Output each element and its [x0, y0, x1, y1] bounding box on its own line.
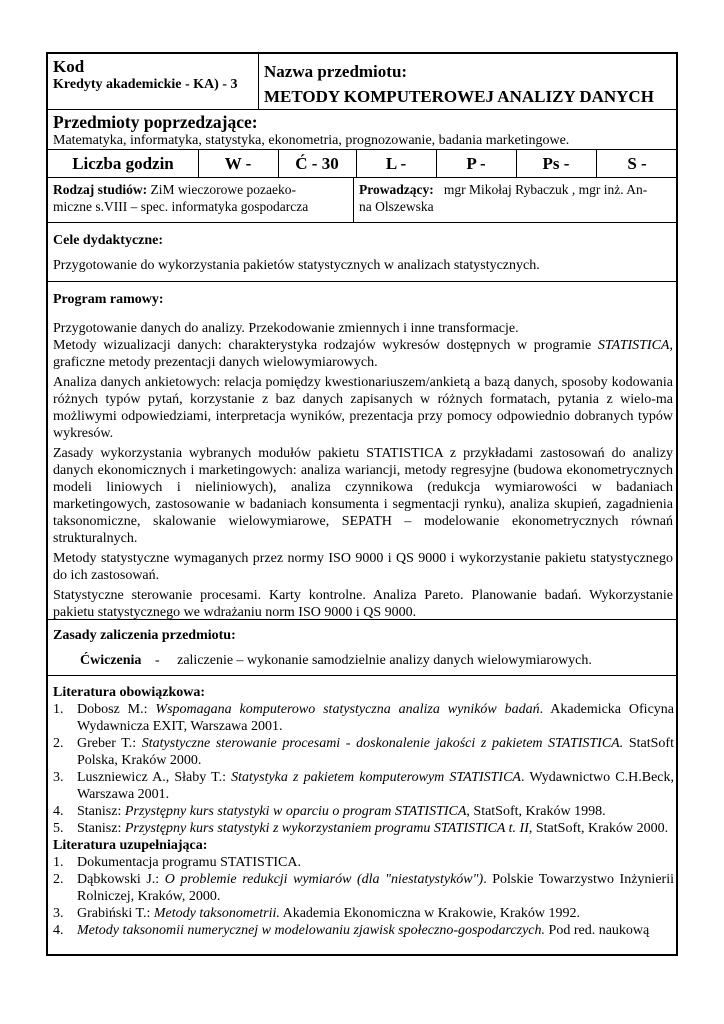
reference-number: 2. [53, 736, 64, 751]
prereq-title: Przedmioty poprzedzające: [53, 112, 258, 132]
reference-number: 3. [53, 906, 64, 921]
rodzaj-label: Rodzaj studiów: [53, 182, 148, 197]
hours-s: S - [627, 153, 647, 173]
reference-title: Statystyczne sterowanie procesami - doskonalenie jakości z pakietem STATISTICA. [141, 736, 624, 751]
zasady-section [48, 620, 676, 676]
reference-title: Statystyka z pakietem komputerowym STATISTICA [231, 770, 521, 785]
reference-title: O problemie redukcji wymiarów (dla "niestatystyków") [164, 872, 484, 887]
reference-author: Luszniewicz A., Słaby T.: [77, 770, 232, 785]
rodzaj-line1: ZiM wieczorowe pozaeko- [150, 182, 296, 197]
reference-title: Wspomagana komputerowo statystyczna analiza wyników badań [155, 702, 540, 717]
reference-title: Metody taksonomii numerycznej w modelowaniu zjawisk społeczno-gospodarczych. [77, 923, 546, 938]
reference-number: 1. [53, 855, 64, 870]
prow-line1: mgr Mikołaj Rybaczuk , mgr inż. An- [443, 182, 648, 197]
reference-title: Przystępny kurs statystyki w oparciu o program STATISTICA [124, 804, 467, 819]
reference-author: Dobosz M.: [77, 702, 156, 717]
program-body [53, 320, 673, 624]
zasady-line [80, 652, 592, 669]
hours-c: Ć - 30 [295, 153, 339, 173]
reference-item [53, 701, 674, 735]
header-row [48, 54, 676, 110]
reference-publisher: . Akademicka Oficyna Wydawnicza EXIT, Warszawa 2001. [77, 702, 674, 734]
program-p1: Przygotowanie danych do analizy. Przekodowanie zmiennych i inne transformacje. [53, 321, 519, 336]
reference-item [53, 820, 674, 837]
studies-row [48, 178, 676, 223]
reference-author: Dokumentacja programu STATISTICA. [77, 855, 301, 870]
zasady-title: Zasady zaliczenia przedmiotu: [53, 628, 236, 643]
kod-label: Kod [53, 57, 85, 76]
zasady-dash: - [154, 653, 160, 668]
program-p6: Statystyczne sterowanie procesami. Karty kontrolne. Analiza Pareto. Planowanie badań. Wykorzystanie pakietu statystycznego we wdrażaniu norm ISO 9000 i QS 9000. [53, 588, 673, 620]
reference-author: Greber T.: [77, 736, 142, 751]
reference-number: 4. [53, 923, 64, 938]
prereq-text: Matematyka, informatyka, statystyka, ekonometria, prognozowanie, badania marketingowe. [53, 133, 570, 148]
reference-publisher: . Polskie Towarzystwo Inżynierii Rolniczej, Kraków, 2000. [77, 872, 674, 904]
program-title: Program ramowy: [53, 292, 164, 307]
reference-publisher: StatSoft Polska, Kraków 2000. [77, 736, 674, 768]
literature-section [53, 684, 674, 939]
reference-number: 2. [53, 872, 64, 887]
reference-publisher: Akademia Ekonomiczna w Krakowie, Kraków 1992. [279, 906, 580, 921]
reference-title: Metody taksonometrii. [153, 906, 280, 921]
cele-section [48, 223, 676, 282]
hours-label: Liczba godzin [72, 153, 174, 173]
reference-publisher: . Wydawnictwo C.H.Beck, Warszawa 2001. [77, 770, 675, 802]
reference-author: Dąbkowski J.: [77, 872, 165, 887]
reference-number: 1. [53, 702, 64, 717]
hours-w: W - [224, 153, 252, 173]
lit-uzup-list [53, 854, 674, 939]
prow-line2: na Olszewska [359, 198, 434, 214]
program-p2: Metody wizualizacji danych: charakterystyka rodzajów wykresów dostępnych w programie STATISTICA, graficzne metody prezentacji danych wielowymiarowych. [53, 338, 673, 370]
cele-title: Cele dydaktyczne: [53, 233, 164, 248]
prowadzacy [359, 182, 675, 215]
reference-item [53, 735, 674, 769]
reference-publisher: Pod red. naukową [545, 923, 650, 938]
zasady-text: zaliczenie – wykonanie samodzielnie analizy danych wielowymiarowych. [177, 653, 592, 668]
reference-item [53, 803, 674, 820]
reference-title: Przystępny kurs statystyki z wykorzystaniem programu STATISTICA t. II [124, 821, 529, 836]
reference-publisher: , StatSoft, Kraków 2000. [528, 821, 669, 836]
reference-publisher: , StatSoft, Kraków 1998. [466, 804, 606, 819]
course-name: METODY KOMPUTEROWEJ ANALIZY DANYCH [264, 87, 654, 106]
nazwa-label: Nazwa przedmiotu: [264, 62, 408, 81]
reference-item [53, 871, 674, 905]
reference-item [53, 922, 674, 939]
cwiczenia-label: Ćwiczenia [80, 653, 142, 668]
hours-ps: Ps - [542, 153, 570, 173]
rodzaj-studiow [53, 182, 349, 215]
reference-author: Grabiński T.: [77, 906, 154, 921]
program-section [48, 282, 676, 620]
lit-obow-title: Literatura obowiązkowa: [53, 685, 206, 700]
reference-author: Stanisz: [77, 821, 125, 836]
reference-item [53, 854, 674, 871]
prow-label: Prowadzący: [359, 182, 434, 197]
lit-obow-list [53, 701, 674, 837]
reference-item [53, 769, 674, 803]
hours-p: P - [466, 153, 486, 173]
syllabus-document [46, 52, 678, 956]
hours-l: L - [385, 153, 407, 173]
kredyty-text: Kredyty akademickie - KA) - 3 [53, 77, 238, 92]
lit-uzup-title: Literatura uzupełniająca: [53, 838, 208, 853]
hours-row [48, 150, 676, 178]
program-p4: Zasady wykorzystania wybranych modułów pakietu STATISTICA z przykładami zastosowań do analizy danych ekonomicznych i marketingowych: analiza wariancji, metody regresyjne (budowa ekonometrycznych modeli liniowych i nieliniowych), analiza czynnikowa (redukcja wymiarowości w badaniach marketingowych, zastosowanie w badaniach konsumenta i segmentacji rynku), analiza skupień, zagadnienia taksonomiczne, skalowanie wielowymiarowe, SEPATH – modelowanie ekonometrycznych równań strukturalnych. [53, 446, 673, 546]
prereq-section [48, 110, 676, 150]
program-p3: Analiza danych ankietowych: relacja pomiędzy kwestionariuszem/ankietą a bazą danych, sposoby kodowania różnych typów pytań, korzystanie z baz danych zapisanych w różnych formatach, pytania z wielo-ma możliwymi odpowiedziami, interpretacja wyników, prezentacja przy pomocy odpowiednio dobranych typów wykresów. [53, 375, 673, 441]
program-p5: Metody statystyczne wymaganych przez normy ISO 9000 i QS 9000 i wykorzystanie pakietu statystycznego do ich zastosowań. [53, 551, 673, 583]
reference-item [53, 905, 674, 922]
reference-number: 3. [53, 770, 64, 785]
rodzaj-line2: miczne s.VIII – spec. informatyka gospodarcza [53, 198, 309, 214]
reference-number: 5. [53, 821, 64, 836]
reference-number: 4. [53, 804, 64, 819]
reference-author: Stanisz: [77, 804, 125, 819]
cele-text: Przygotowanie do wykorzystania pakietów statystycznych w analizach statystycznych. [53, 258, 540, 273]
